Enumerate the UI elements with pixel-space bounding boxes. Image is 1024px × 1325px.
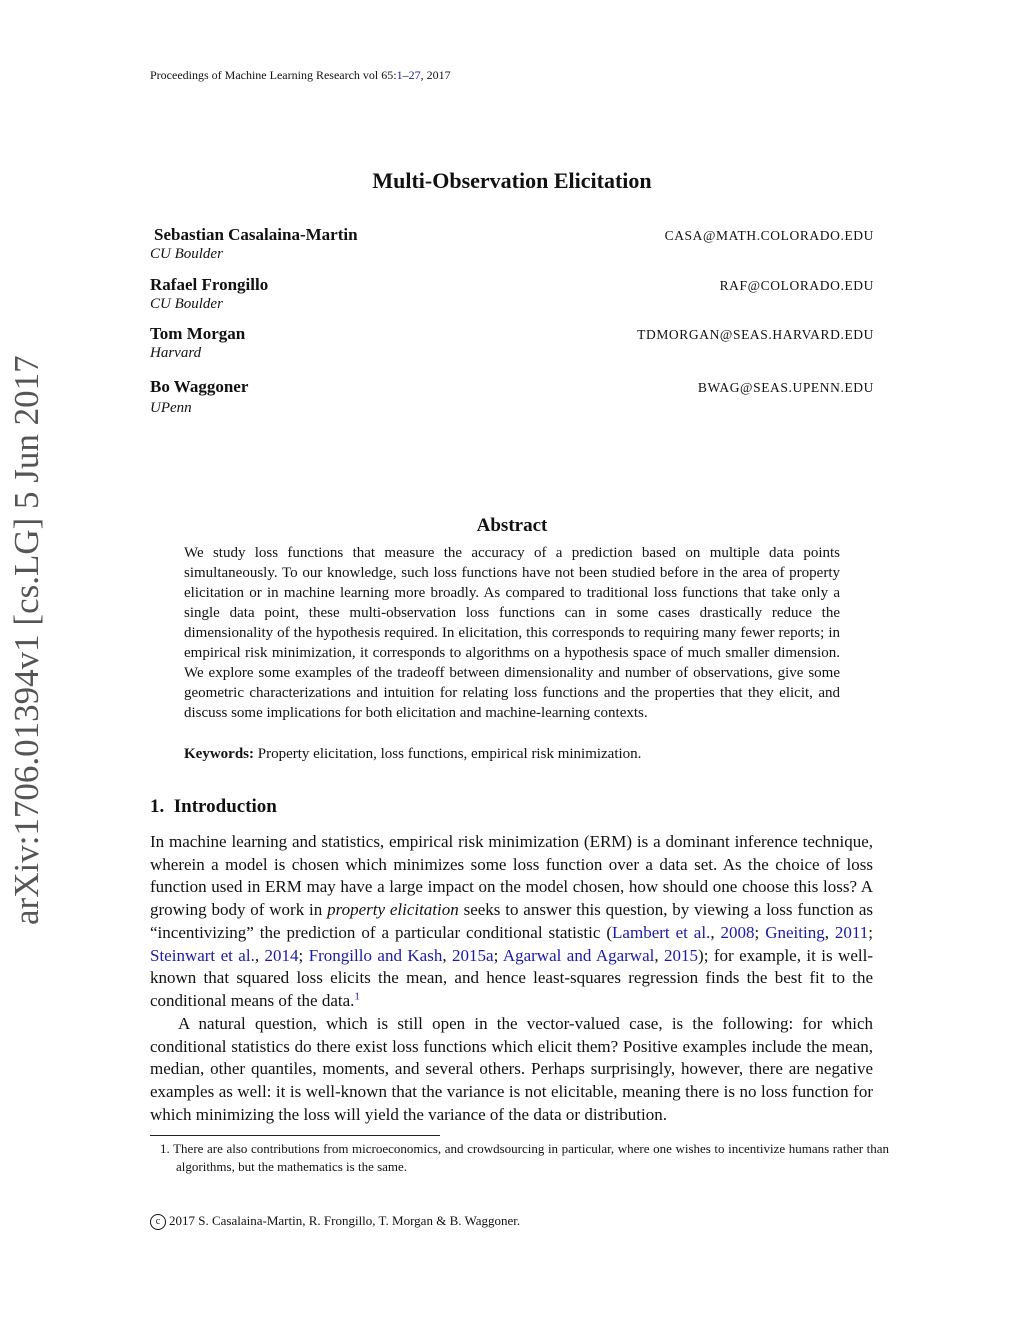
citation-link[interactable]: Steinwart et al. bbox=[150, 945, 255, 965]
separator: ; bbox=[298, 945, 309, 965]
author-email[interactable]: TDMORGAN@SEAS.HARVARD.EDU bbox=[637, 327, 874, 342]
author-name: Bo Waggoner bbox=[150, 377, 249, 396]
author-affiliation: UPenn bbox=[150, 400, 192, 416]
citation-year-link[interactable]: 2015a bbox=[452, 945, 494, 965]
citation-link[interactable]: Gneiting bbox=[765, 922, 825, 942]
author-name: Rafael Frongillo bbox=[150, 275, 269, 294]
arxiv-stamp: arXiv:1706.01394v1 [cs.LG] 5 Jun 2017 bbox=[7, 355, 46, 925]
section-number: 1. bbox=[150, 796, 165, 817]
separator: ; bbox=[493, 945, 503, 965]
abstract-text: We study loss functions that measure the accuracy of a prediction based on multiple data points simultaneously. To our knowledge, such loss functions have not been studied before in the area of property elicitation or in machine learning more broadly. As compared to traditional loss functions that take only a single data point, these multi-observation loss functions can in some cases drastically reduce the dimensionality of the hypothesis required. In elicitation, this corresponds to requiring many fewer reports; in empirical risk minimization, it corresponds to algorithms on a hypothesis space of much smaller dimension. We explore some examples of the tradeoff between dimensionality and number of observations, give some geometric characterizations and intuition for relating loss functions and the properties that they elicit, and discuss some implications for both elicitation and machine-learning contexts. bbox=[184, 545, 840, 722]
footnote bbox=[160, 1140, 889, 1176]
footnote-divider bbox=[150, 1135, 440, 1136]
keywords-list: Property elicitation, loss functions, empirical risk minimization. bbox=[257, 746, 642, 762]
citation-link[interactable]: Lambert et al. bbox=[612, 922, 711, 942]
author-affiliation: CU Boulder bbox=[150, 296, 223, 312]
footnote-text: There are also contributions from microeconomics, and crowdsourcing in particular, where one wishes to incentivize humans rather than algorithms, but the mathematics is the same. bbox=[173, 1141, 890, 1174]
intro-paragraph-1 bbox=[150, 831, 873, 1013]
abstract-heading: Abstract bbox=[476, 515, 548, 536]
separator: , bbox=[654, 945, 665, 965]
citation-year-link[interactable]: 2014 bbox=[264, 945, 299, 965]
page-dash: – bbox=[402, 68, 409, 82]
separator: ; bbox=[868, 922, 874, 942]
author-affiliation: CU Boulder bbox=[150, 246, 223, 262]
page-start-link[interactable]: 1 bbox=[396, 68, 403, 82]
copyright-text: 2017 S. Casalaina-Martin, R. Frongillo, T. Morgan & B. Waggoner. bbox=[169, 1213, 521, 1228]
separator: , bbox=[824, 922, 835, 942]
separator: ; bbox=[754, 922, 766, 942]
keywords bbox=[184, 746, 840, 763]
author-name: Sebastian Casalaina-Martin bbox=[154, 225, 358, 244]
citation-year-link[interactable]: 2011 bbox=[834, 922, 869, 942]
citation-link[interactable]: Frongillo and Kash bbox=[308, 945, 443, 965]
author-email[interactable]: CASA@MATH.COLORADO.EDU bbox=[664, 228, 874, 243]
separator: , bbox=[254, 945, 265, 965]
section-heading bbox=[150, 796, 277, 818]
running-header bbox=[150, 68, 451, 83]
paragraph-text: seeks to answer this question, by viewing a loss function as “incentivizing” the prediction of a particular conditional statistic ( bbox=[150, 900, 873, 942]
paper-title: Multi-Observation Elicitation bbox=[372, 168, 652, 193]
author-affiliation: Harvard bbox=[150, 345, 202, 361]
copyright-line bbox=[150, 1213, 520, 1230]
footnote-link[interactable]: 1 bbox=[354, 990, 360, 1003]
author-email[interactable]: BWAG@SEAS.UPENN.EDU bbox=[697, 380, 874, 395]
copyright-icon: c bbox=[150, 1214, 166, 1230]
citation-year-link[interactable]: 2015 bbox=[664, 945, 699, 965]
paragraph-text: ); for example, it is well-known that squared loss elicits the mean, and hence least-squares regression finds the best fit to the conditional means of the data. bbox=[150, 945, 873, 1010]
footnote-mark: 1. bbox=[160, 1141, 170, 1156]
separator: , bbox=[442, 945, 453, 965]
citation-link[interactable]: Agarwal and Agarwal bbox=[502, 945, 655, 965]
page-end-link[interactable]: 27 bbox=[408, 68, 421, 82]
header-prefix: Proceedings of Machine Learning Research vol 65: bbox=[150, 68, 397, 82]
section-title: Introduction bbox=[173, 796, 277, 817]
intro-paragraph-2: A natural question, which is still open in the vector-valued case, is the following: for which conditional statistics do there exist loss functions which elicit them? Positive examples include the mean, median, other quantiles, moments, and several others. Perhaps surprisingly, however, there are negative examples as well: it is well-known that the variance is not elicitable, meaning there is no loss function for which minimizing the loss will yield the variance of the data or distribution. bbox=[150, 1014, 873, 1124]
emphasis-text: property elicitation bbox=[327, 900, 459, 920]
separator: , bbox=[710, 922, 721, 942]
keywords-label: Keywords: bbox=[184, 746, 254, 762]
author-email[interactable]: RAF@COLORADO.EDU bbox=[719, 278, 874, 293]
header-year: , 2017 bbox=[420, 68, 451, 82]
author-name: Tom Morgan bbox=[150, 324, 246, 343]
citation-year-link[interactable]: 2008 bbox=[720, 922, 755, 942]
paragraph-text: In machine learning and statistics, empirical risk minimization (ERM) is a dominant inference technique, wherein a model is chosen which minimizes some loss function over a data set. As the choice of loss function used in ERM may have a large impact on the model chosen, how should one choose this loss? A growing body of work in bbox=[150, 832, 873, 920]
